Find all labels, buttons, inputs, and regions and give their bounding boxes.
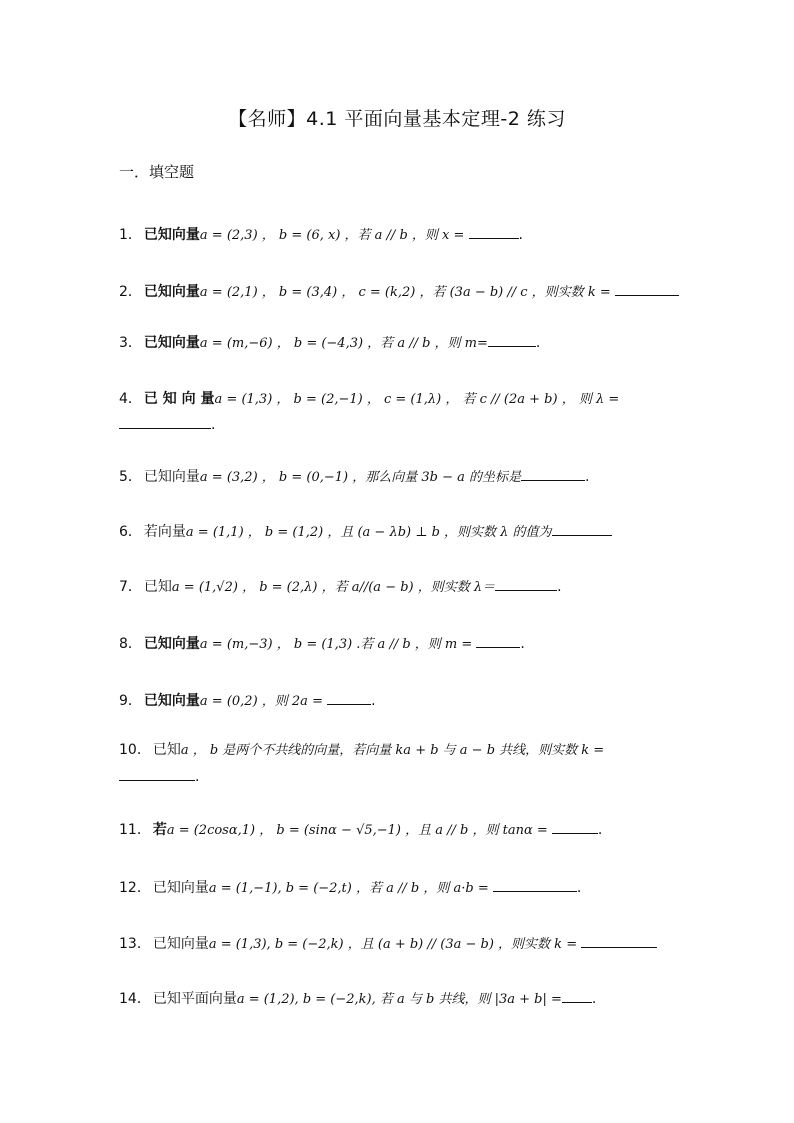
question-lead: 已知向量	[143, 469, 200, 485]
question-math: a = (0,2) ，则 2a =	[199, 694, 328, 709]
question-tail: .	[518, 227, 523, 243]
question-lead: 已知平面向量	[152, 991, 237, 1007]
question-math: a = (1,3), b = (−2,k) ，且 (a + b) // (3a − b) ，则实数 k =	[208, 937, 582, 952]
question-lead: 已知	[152, 742, 181, 758]
question-number: 5．	[119, 469, 142, 485]
answer-blank[interactable]	[469, 224, 519, 239]
question-10	[119, 740, 679, 761]
question-lead: 已知向量	[143, 636, 200, 652]
question-lead: 若向量	[143, 524, 186, 540]
question-math: a = (1,2), b = (−2,k), 若 a 与 b 共线，则 |3a + b| =	[236, 992, 562, 1007]
answer-blank[interactable]	[119, 414, 211, 429]
answer-blank[interactable]	[615, 281, 679, 296]
question-5	[119, 466, 679, 488]
answer-blank[interactable]	[327, 690, 371, 705]
question-lead: 已知	[143, 579, 172, 595]
answer-blank[interactable]	[493, 877, 577, 892]
question-math: a = (3,2) ， b = (0,−1) ，那么向量 3b − a 的坐标是	[199, 470, 521, 485]
question-number: 12．	[119, 880, 151, 896]
question-number: 3．	[119, 335, 142, 351]
question-tail: .	[557, 579, 562, 595]
question-tail: .	[520, 636, 525, 652]
answer-blank[interactable]	[119, 766, 195, 781]
answer-blank[interactable]	[562, 988, 592, 1003]
question-lead: 已知向量	[143, 693, 200, 709]
question-math: a ， b 是两个不共线的向量，若向量 ka + b 与 a − b 共线，则实数 k =	[180, 743, 605, 758]
question-lead: 已 知 向 量	[143, 391, 215, 407]
question-13	[119, 933, 679, 955]
question-1	[119, 224, 679, 246]
answer-blank[interactable]	[521, 466, 585, 481]
question-8	[119, 633, 679, 655]
question-number: 13．	[119, 936, 151, 952]
question-number: 2．	[119, 284, 142, 300]
question-11	[119, 819, 679, 841]
question-lead: 已知向量	[143, 284, 200, 300]
question-math: a = (2,3) ， b = (6, x) ，若 a // b ，则 x =	[199, 228, 469, 243]
question-tail: .	[585, 469, 590, 485]
question-math: a = (2cosα,1) ， b = (sinα − √5,−1) ，且 a // b ，则 tanα =	[166, 823, 552, 838]
question-lead: 已知向量	[143, 227, 200, 243]
question-14	[119, 988, 679, 1010]
answer-blank[interactable]	[581, 933, 657, 948]
question-number: 6．	[119, 524, 142, 540]
question-tail: .	[211, 417, 216, 433]
question-tail: .	[195, 769, 200, 785]
question-math: a = (m,−3) ， b = (1,3) .若 a // b ，则 m =	[199, 637, 477, 652]
question-math: a = (1,3) ， b = (2,−1) ， c = (1,λ) ， 若 c // (2a + b) ， 则 λ =	[214, 392, 620, 407]
question-10-line-2	[119, 766, 199, 785]
question-number: 14．	[119, 991, 151, 1007]
answer-blank[interactable]	[552, 521, 612, 536]
question-tail: .	[597, 822, 603, 838]
question-lead: 已知向量	[152, 880, 209, 896]
question-math: a = (1,1) ， b = (1,2) ，且 (a − λb) ⊥ b ，则实数 λ 的值为	[185, 525, 552, 540]
question-3	[119, 332, 679, 354]
question-math: a = (2,1) ， b = (3,4) ， c = (k,2) ，若 (3a − b) // c ，则实数 k =	[199, 285, 615, 300]
question-lead: 若	[152, 822, 167, 838]
question-2	[119, 281, 679, 303]
question-number: 4．	[119, 391, 142, 407]
question-tail: .	[576, 880, 582, 896]
question-12	[119, 877, 679, 899]
question-9	[119, 690, 679, 712]
question-4	[119, 389, 679, 410]
question-tail: .	[371, 693, 376, 709]
question-number: 7．	[119, 579, 142, 595]
question-number: 10．	[119, 742, 151, 758]
answer-blank[interactable]	[495, 576, 557, 591]
question-lead: 已知向量	[152, 936, 209, 952]
question-6	[119, 521, 679, 543]
question-tail: .	[535, 335, 541, 351]
question-number: 8．	[119, 636, 142, 652]
answer-blank[interactable]	[488, 332, 536, 347]
answer-blank[interactable]	[552, 819, 598, 834]
question-math: a = (1,√2) ， b = (2,λ) ，若 a//(a − b) ，则实数 λ＝	[171, 580, 496, 595]
question-4-line-2	[119, 414, 215, 433]
question-math: a = (1,−1), b = (−2,t) ，若 a // b ，则 a·b =	[208, 881, 493, 896]
question-lead: 已知向量	[143, 335, 200, 351]
page-title: 【名师】4.1 平面向量基本定理-2 练习	[228, 108, 566, 130]
question-number: 11．	[119, 822, 151, 838]
section-heading: 一．填空题	[119, 163, 195, 181]
question-tail: .	[591, 991, 597, 1007]
question-math: a = (m,−6) ， b = (−4,3) ，若 a // b ，则 m=	[199, 336, 488, 351]
question-7	[119, 576, 679, 598]
answer-blank[interactable]	[476, 633, 520, 648]
question-number: 1．	[119, 227, 142, 243]
question-number: 9．	[119, 693, 142, 709]
